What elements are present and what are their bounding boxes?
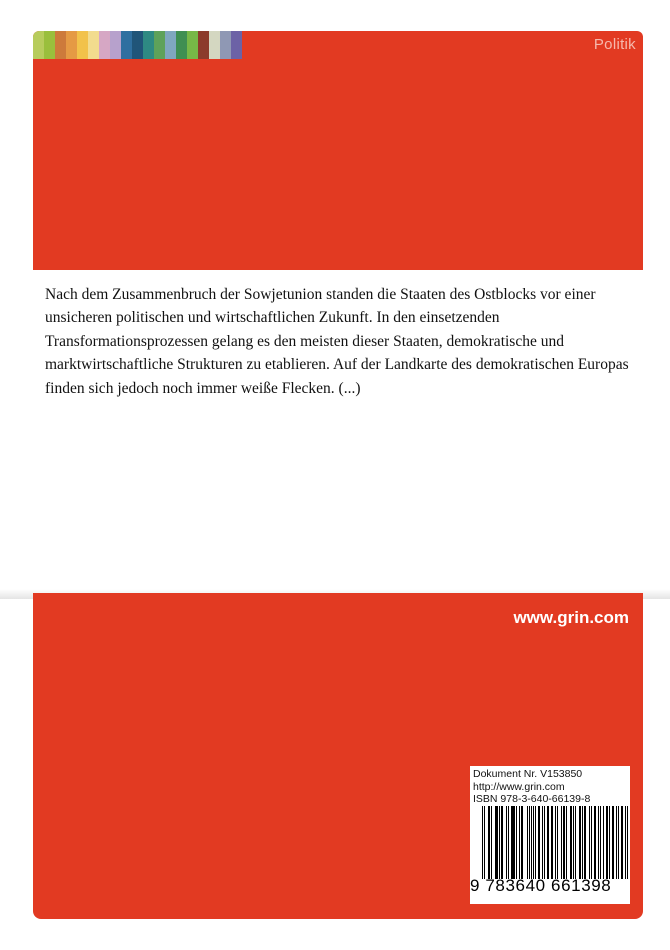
- document-info: [473, 768, 590, 806]
- barcode-bar: [548, 806, 549, 879]
- color-stripe: [77, 31, 88, 59]
- isbn-info-box: [470, 766, 630, 904]
- website-link[interactable]: www.grin.com: [513, 608, 629, 627]
- barcode-bar: [552, 806, 553, 879]
- barcode-bar: [607, 806, 608, 879]
- barcode-bar: [609, 806, 610, 879]
- barcode-bar: [519, 806, 520, 879]
- barcode-bar: [499, 806, 500, 879]
- cover-bottom-panel: [33, 593, 643, 919]
- isbn-number: ISBN 978-3-640-66139-8: [473, 793, 591, 805]
- barcode-bar: [557, 806, 558, 879]
- barcode-bar: [506, 806, 507, 879]
- barcode-bar: [561, 806, 562, 879]
- barcode-bar: [616, 806, 617, 879]
- barcode-bar: [600, 806, 601, 879]
- barcode-bar: [529, 806, 530, 879]
- barcode-bar: [502, 806, 503, 879]
- barcode-bar: [589, 806, 590, 879]
- barcode-bar: [539, 806, 540, 879]
- barcode-bar: [544, 806, 545, 879]
- barcode-bar: [573, 806, 574, 879]
- barcode-bar: [513, 806, 514, 879]
- barcode-bar: [625, 806, 626, 879]
- back-cover-blurb: Nach dem Zusammenbruch der Sowjetunion standen die Staaten des Ostblocks vor einer unsicheren politischen und wirtschaftlichen Zukunft. In den einsetzenden Transformationsprozessen gelang es den meisten dieser Staaten, demokratische und marktwirtschaftliche Strukturen zu etablieren. Auf der Landkarte des demokratischen Europas finden sich jedoch noch immer weiße Flecken. (...): [45, 286, 629, 397]
- document-url[interactable]: http://www.grin.com: [473, 780, 565, 793]
- barcode-bar: [489, 806, 490, 879]
- color-stripe: [44, 31, 55, 59]
- barcode-bar: [516, 806, 517, 879]
- barcode: [482, 806, 628, 879]
- color-stripe: [176, 31, 187, 59]
- barcode-bar: [535, 806, 536, 879]
- barcode-bar: [627, 806, 628, 879]
- barcode-bar: [571, 806, 572, 879]
- barcode-bar: [613, 806, 614, 879]
- barcode-bar: [491, 806, 492, 879]
- document-number: Dokument Nr. V153850: [473, 768, 583, 780]
- category-label: Politik: [593, 36, 636, 53]
- color-stripe: [121, 31, 132, 59]
- color-stripe: [55, 31, 66, 59]
- color-stripe: [209, 31, 220, 59]
- barcode-bar: [591, 806, 592, 879]
- barcode-bar: [482, 806, 483, 879]
- color-stripes: [33, 31, 242, 59]
- barcode-bar: [598, 806, 599, 879]
- barcode-bar: [533, 806, 534, 879]
- barcode-bar: [582, 806, 583, 879]
- barcode-bar: [622, 806, 623, 879]
- color-stripe: [66, 31, 77, 59]
- color-stripe: [99, 31, 110, 59]
- color-stripe: [165, 31, 176, 59]
- barcode-bar: [603, 806, 604, 879]
- barcode-bar: [580, 806, 581, 879]
- barcode-bar: [618, 806, 619, 879]
- color-stripe: [187, 31, 198, 59]
- barcode-bar: [555, 806, 556, 879]
- color-stripe: [110, 31, 121, 59]
- color-stripe: [88, 31, 99, 59]
- barcode-bar: [564, 806, 565, 879]
- barcode-bar: [484, 806, 485, 879]
- barcode-bar: [527, 806, 528, 879]
- color-stripe: [132, 31, 143, 59]
- color-stripe: [33, 31, 44, 59]
- color-stripe: [198, 31, 209, 59]
- cover-top-panel: [33, 31, 643, 270]
- color-stripe: [143, 31, 154, 59]
- color-stripe: [231, 31, 242, 59]
- barcode-bar: [585, 806, 586, 879]
- barcode-digits: 9 783640 661398: [470, 876, 612, 895]
- barcode-bar: [542, 806, 543, 879]
- barcode-bar: [522, 806, 523, 879]
- barcode-bar: [575, 806, 576, 879]
- color-stripe: [220, 31, 231, 59]
- barcode-bar: [497, 806, 498, 879]
- barcode-bar: [595, 806, 596, 879]
- barcode-bar: [508, 806, 509, 879]
- barcode-bar: [566, 806, 567, 879]
- color-stripe: [154, 31, 165, 59]
